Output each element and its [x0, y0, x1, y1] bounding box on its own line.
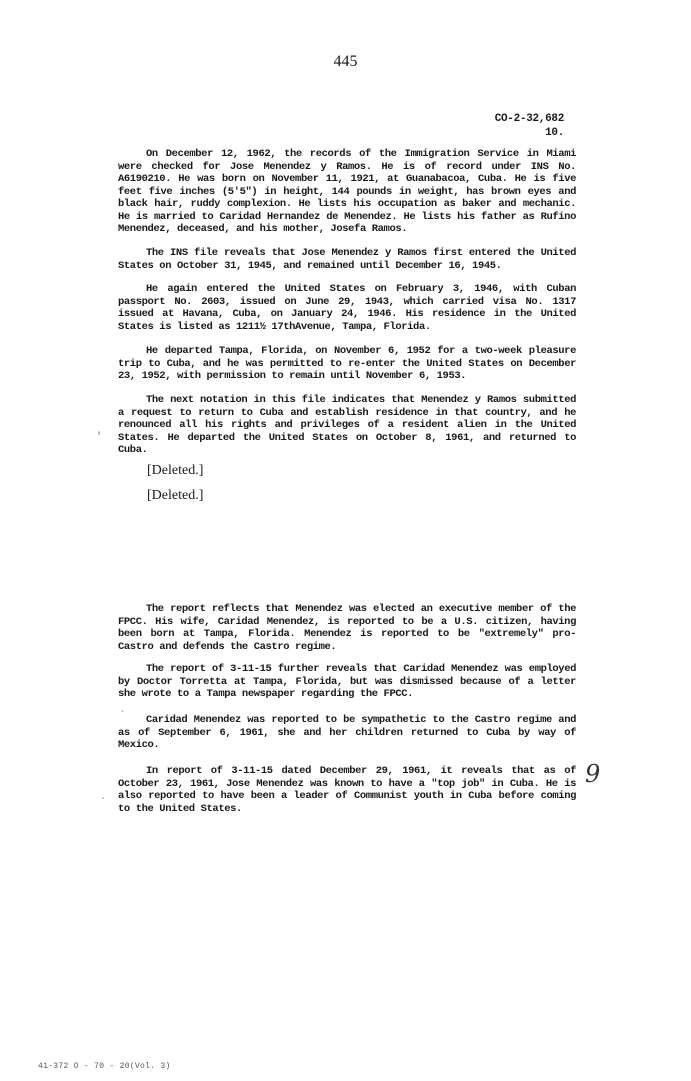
paragraph-return-to-cuba [118, 714, 576, 752]
file-reference-number: CO-2-32,682 [494, 113, 564, 125]
paragraph-text: In report of 3-11-15 dated December 29, 1961, it reveals that as of October 23, 1961, Jose Menendez was known to have a "top job" in Cuba. He is also reported to have been a leader of Communist youth in Cuba before coming to the United States. [118, 765, 576, 815]
paragraph-departure-1952 [118, 345, 576, 383]
deleted-note: [Deleted.] [147, 463, 204, 478]
file-reference [495, 112, 564, 140]
paragraph-text: Caridad Menendez was reported to be sympathetic to the Castro regime and as of September 6, 1961, she and her children returned to Cuba by way of Mexico. [118, 714, 576, 751]
paragraph-text: The INS file reveals that Jose Menendez y Ramos first entered the United States on October 31, 1945, and remained until December 16, 1945. [118, 247, 576, 272]
paragraph-renunciation [118, 394, 576, 457]
paragraph-text: He departed Tampa, Florida, on November 6, 1952 for a two-week pleasure trip to Cuba, and he was permitted to re-enter the United States on December 23, 1952, with permission to remain until November 6, 1953. [118, 345, 576, 382]
paragraph-second-entry [118, 283, 576, 333]
deleted-note: [Deleted.] [147, 488, 204, 503]
paragraph-ins-records [118, 148, 576, 236]
file-reference-page: 10. [545, 127, 564, 139]
paragraph-text: The next notation in this file indicates that Menendez y Ramos submitted a request to return to Cuba and establish residence in that country, and he renounced all his rights and privileges of a resident alien in the United States. He departed the United States on October 8, 1961, and returned to Cuba. [118, 394, 576, 456]
paragraph-fpcc-report [118, 603, 576, 653]
paragraph-text: On December 12, 1962, the records of the Immigration Service in Miami were checked for Jose Menendez y Ramos. He is of record under INS No. A6190210. He was born on November 11, 1921, at Guanabacoa, Cuba. He is five feet five inches (5'5") in height, 144 pounds in weight, has brown eyes and black hair, ruddy complexion. He lists his occupation as baker and mechanic. He is married to Caridad Hernandez de Menendez. He lists his father as Rufino Menendez, deceased, and his mother, Josefa Ramos. [118, 148, 576, 235]
paragraph-top-job [118, 765, 576, 815]
margin-tick: ˎ [100, 790, 107, 801]
margin-tick: ′ [96, 432, 103, 443]
paragraph-text: He again entered the United States on February 3, 1946, with Cuban passport No. 2603, issued on June 29, 1943, which carried visa No. 1317 issued at Havana, Cuba, on January 24, 1946. His residence in the United States is listed as 1211½ 17thAvenue, Tampa, Florida. [118, 283, 576, 333]
margin-tick: ˋ [120, 711, 127, 722]
paragraph-text: The report reflects that Menendez was elected an executive member of the FPCC. His wife, Caridad Menendez, is reported to be a U.S. citizen, having been born at Tampa, Florida. Menendez is reported to be "extremely" pro-Castro and defends the Castro regime. [118, 603, 576, 653]
page-number: 445 [333, 53, 358, 70]
paragraph-first-entry [118, 247, 576, 272]
paragraph-employment [118, 663, 576, 701]
paragraph-text: The report of 3-11-15 further reveals that Caridad Menendez was employed by Doctor Torretta at Tampa, Florida, but was dismissed because of a letter she wrote to a Tampa newspaper regarding the FPCC. [118, 663, 576, 700]
footer-print-code: 41-372 O - 70 - 20(Vol. 3) [38, 1062, 171, 1071]
handwritten-page-mark: 9 [585, 760, 601, 788]
